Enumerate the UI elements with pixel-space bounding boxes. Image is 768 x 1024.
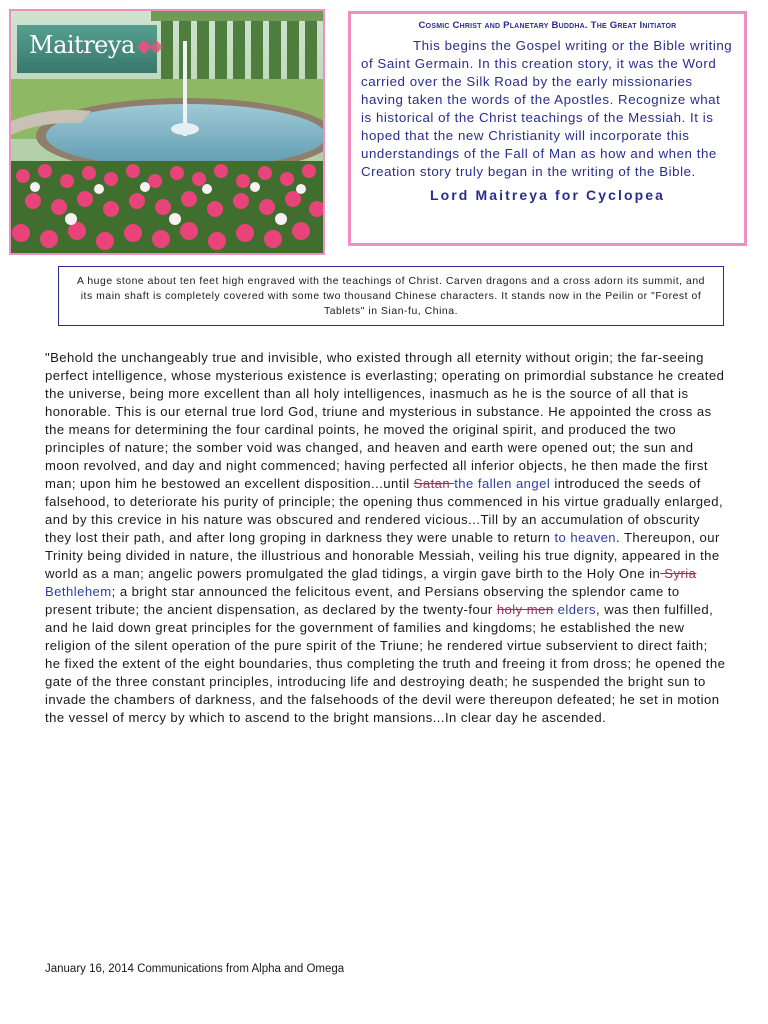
caption-text: A huge stone about ten feet high engraved with the teachings of Christ. Carven dragons and a cross adorn its summit, and its main shaft is completely covered with some two thousand Chinese characters. It stands now in the Peilin or "Forest of Tablets" in Sian-fu, China.	[76, 276, 705, 317]
intro-box	[348, 11, 747, 246]
main-text-part-3: . Thereupon, our Trinity being divided in nature, the illustrious and honorable Messiah, veiling his true dignity, appeared in the world as a man; angelic powers promulgated the glad tidings, a virgin gave birth to the Holy One in	[45, 530, 720, 581]
intro-signature: Lord Maitreya for Cyclopea	[429, 187, 666, 203]
main-text-part-2: introduced the seeds of falsehood, to deteriorate his purity of principle; the opening thus commenced in his virtue gradually enlarged, and by this crevice in his nature was obscured and rendered vicious...Till by an accumulation of obscurity they lost their path, and after long groping in darkness they were unable to return	[45, 476, 724, 545]
deleted-word-satan: Satan	[413, 476, 455, 491]
page-footer: January 16, 2014 Communications from Alpha and Omega	[45, 963, 345, 975]
header-photo	[9, 9, 325, 255]
main-text	[45, 349, 727, 727]
main-text-part-1: "Behold the unchangeably true and invisible, who existed through all eternity without origin; the far-seeing perfect intelligence, whose mysterious existence is everlasting; operating on primordial substance he created the universe, being more excellent than all holy intelligences, inasmuch as he is the source of all that is honorable. This is our eternal true lord God, triune and mysterious in substance. He appointed the cross as the means for determining the four cardinal points, he moved the original spirit, and produced the two principles of nature; the somber void was changed, and heaven and earth were opened out; the sun and moon revolved, and day and night commenced; having perfected all inferior objects, he then made the first man; upon him he bestowed an excellent disposition...until	[45, 350, 725, 491]
maitreya-logo: Maitreya	[29, 31, 135, 59]
inserted-word-bethlehem: Bethlehem	[45, 584, 112, 599]
main-text-part-5: , was then fulfilled, and he laid down great principles for the government of families and kingdoms; he established the new religion of the silent operation of the pure spirit of the Triune; he rendered virtue subservient to direct faith; he fixed the extent of the eight boundaries, thus completing the truth and freeing it from dross; he opened the gate of the three constant principles, introducing life and destroying death; he suspended the bright sun to invade the chambers of darkness, and the falsehoods of the devil were thereupon defeated; he set in motion the vessel of mercy by which to ascend to the bright mansions...In clear day he ascended.	[45, 602, 726, 725]
intro-body: This begins the Gospel writing or the Bible writing of Saint Germain. In this creation story, it was the Word carried over the Silk Road by the early missionaries having taken the words of the Apostles. Recognize what is historical of the Christ teachings of the Messiah. It is hoped that the new Christianity will incorporate this understandings of the Fall of Man as how and when the Creation story truly began in the writing of the Bible.	[361, 38, 733, 179]
deleted-word-syria: Syria	[660, 566, 697, 581]
inserted-word-fallen-angel: the fallen angel	[454, 476, 551, 491]
deleted-word-holy-men: holy men	[496, 602, 554, 617]
intro-title: Cosmic Christ and Planetary Buddha. The Great Initiator	[418, 20, 677, 31]
inserted-word-to-heaven: to heaven	[554, 530, 617, 545]
main-text-part-4: ; a bright star announced the felicitous event, and Persians observing the splendor came to present tribute; the ancient dispensation, as declared by the twenty-four	[45, 584, 680, 617]
inserted-word-elders: elders	[553, 602, 597, 617]
caption-box	[58, 266, 724, 326]
